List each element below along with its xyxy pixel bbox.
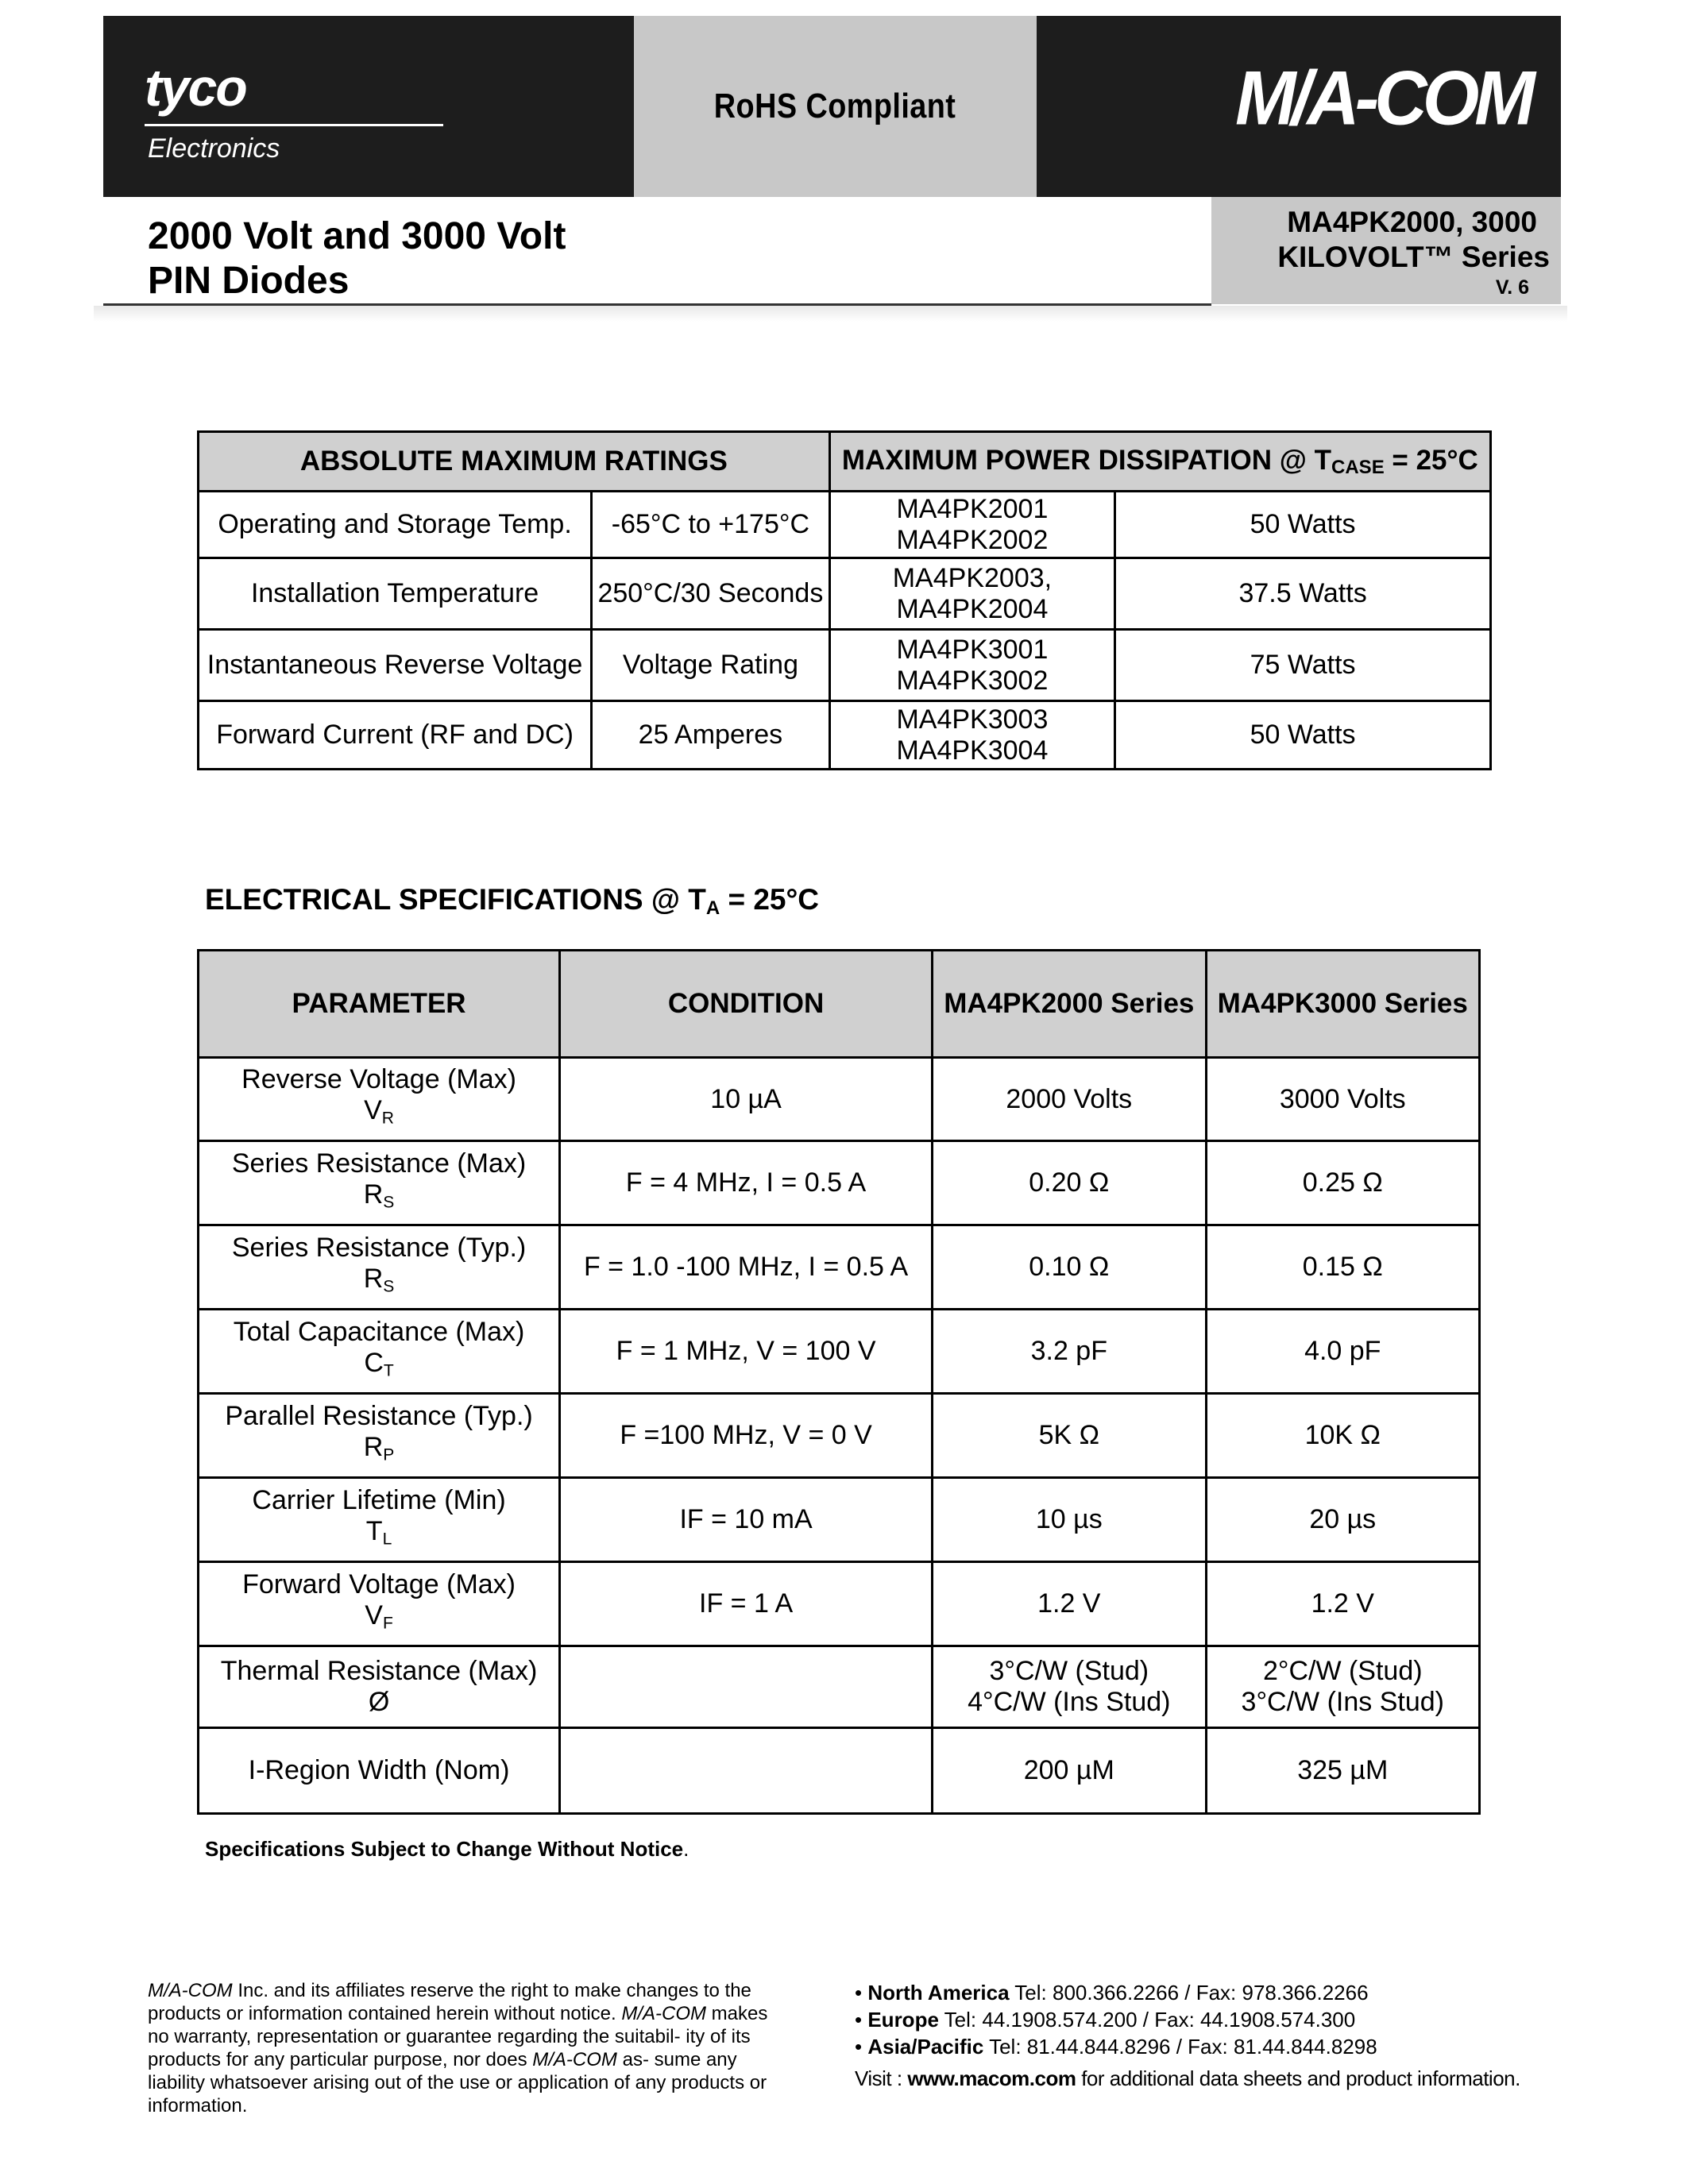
condition-cell: F = 1 MHz, V = 100 V <box>560 1310 933 1394</box>
parameter-cell: Thermal Resistance (Max) Ø <box>199 1646 560 1728</box>
value-3000-cell: 4.0 pF <box>1206 1310 1479 1394</box>
rating-value: 25 Amperes <box>592 701 830 770</box>
value-2000-cell: 2000 Volts <box>933 1058 1206 1141</box>
abs-max-heading: ABSOLUTE MAXIMUM RATINGS <box>199 432 830 492</box>
macom-logo-block <box>1037 16 1561 197</box>
rohs-label: RoHS Compliant <box>714 87 956 125</box>
value-2000-cell: 3°C/W (Stud) 4°C/W (Ins Stud) <box>933 1646 1206 1728</box>
power-dissipation-heading: MAXIMUM POWER DISSIPATION @ TCASE = 25°C <box>829 432 1490 492</box>
bullet-icon: • <box>855 1981 863 2005</box>
part-numbers-cell: MA4PK3001 MA4PK3002 <box>829 630 1115 701</box>
value-2000-cell: 3.2 pF <box>933 1310 1206 1394</box>
series-name: KILOVOLT™ Series <box>1277 241 1550 273</box>
value-3000-cell: 1.2 V <box>1206 1562 1479 1646</box>
brand-name: M/A-COM <box>532 2049 617 2070</box>
table-row <box>199 630 1491 701</box>
contact-europe: • Europe Tel: 44.1908.574.200 / Fax: 44.1908.574.300 <box>855 2008 1356 2032</box>
value-3000-cell: 0.25 Ω <box>1206 1141 1479 1225</box>
condition-cell: F = 4 MHz, I = 0.5 A <box>560 1141 933 1225</box>
condition-cell: F = 1.0 -100 MHz, I = 0.5 A <box>560 1225 933 1310</box>
rating-param: Installation Temperature <box>199 558 592 630</box>
rating-param: Forward Current (RF and DC) <box>199 701 592 770</box>
rohs-banner <box>634 16 1037 197</box>
contact-north-america: • North America Tel: 800.366.2266 / Fax: 978.366.2266 <box>855 1981 1369 2005</box>
table-header-row <box>199 432 1491 492</box>
parameter-cell: Series Resistance (Max) $R_S$ <box>199 1141 560 1225</box>
electrical-specs-table <box>197 949 1481 1815</box>
column-header-parameter: PARAMETER <box>199 951 560 1058</box>
parameter-cell: I-Region Width (Nom) <box>199 1728 560 1814</box>
version-label: V. 6 <box>1495 276 1529 299</box>
power-value: 50 Watts <box>1115 492 1491 558</box>
table-row <box>199 1394 1480 1478</box>
parameter-cell: Carrier Lifetime (Min) $T_L$ <box>199 1478 560 1562</box>
value-2000-cell: 1.2 V <box>933 1562 1206 1646</box>
part-number-tab <box>1211 197 1561 304</box>
condition-cell <box>560 1728 933 1814</box>
tyco-logo: tyco <box>145 58 246 117</box>
contact-asia-pacific: • Asia/Pacific Tel: 81.44.844.8296 / Fax: 81.44.844.8298 <box>855 2035 1377 2059</box>
condition-cell: F =100 MHz, V = 0 V <box>560 1394 933 1478</box>
part-numbers-cell: MA4PK2001 MA4PK2002 <box>829 492 1115 558</box>
table-row <box>199 1225 1480 1310</box>
parameter-cell: Reverse Voltage (Max) $V_R$ <box>199 1058 560 1141</box>
tyco-logo-rule <box>145 124 443 126</box>
value-2000-cell: 0.20 Ω <box>933 1141 1206 1225</box>
table-row <box>199 1728 1480 1814</box>
regional-contacts <box>855 1979 1377 2060</box>
part-numbers-cell: MA4PK3003 MA4PK3004 <box>829 701 1115 770</box>
value-3000-cell: 0.15 Ω <box>1206 1225 1479 1310</box>
rating-param: Instantaneous Reverse Voltage <box>199 630 592 701</box>
table-row <box>199 1141 1480 1225</box>
rating-value: -65°C to +175°C <box>592 492 830 558</box>
rating-value: 250°C/30 Seconds <box>592 558 830 630</box>
table-row <box>199 1478 1480 1562</box>
parameter-cell: Series Resistance (Typ.) $R_S$ <box>199 1225 560 1310</box>
table-row <box>199 558 1491 630</box>
bullet-icon: • <box>855 2035 863 2059</box>
table-row <box>199 492 1491 558</box>
value-2000-cell: 10 µs <box>933 1478 1206 1562</box>
table-row <box>199 1562 1480 1646</box>
column-header-2000-series: MA4PK2000 Series <box>933 951 1206 1058</box>
title-shadow <box>94 306 1567 322</box>
power-value: 75 Watts <box>1115 630 1491 701</box>
value-2000-cell: 5K Ω <box>933 1394 1206 1478</box>
table-row <box>199 701 1491 770</box>
electrical-specs-title: ELECTRICAL SPECIFICATIONS @ $T_A = 25^\circ C$ <box>205 883 820 919</box>
website-line: Visit : www.macom.com for additional data sheets and product information. <box>855 2066 1520 2090</box>
spec-change-notice: Specifications Subject to Change Without Notice. <box>205 1837 689 1861</box>
value-2000-cell: 0.10 Ω <box>933 1225 1206 1310</box>
value-3000-cell: 3000 Volts <box>1206 1058 1479 1141</box>
condition-cell: 10 µA <box>560 1058 933 1141</box>
parameter-cell: Forward Voltage (Max) $V_F$ <box>199 1562 560 1646</box>
table-row <box>199 1058 1480 1141</box>
brand-name: M/A-COM <box>621 2003 706 2024</box>
part-numbers: MA4PK2000, 3000 <box>1287 206 1537 238</box>
macom-logo: M/A-COM <box>1235 56 1531 141</box>
value-3000-cell: 325 µM <box>1206 1728 1479 1814</box>
table-row <box>199 1646 1480 1728</box>
condition-cell: IF = 10 mA <box>560 1478 933 1562</box>
parameter-cell: Parallel Resistance (Typ.) $R_P$ <box>199 1394 560 1478</box>
brand-name: M/A-COM <box>148 1980 233 2001</box>
power-value: 50 Watts <box>1115 701 1491 770</box>
parameter-cell: Total Capacitance (Max) $C_T$ <box>199 1310 560 1394</box>
condition-cell: IF = 1 A <box>560 1562 933 1646</box>
page-title-line-1: 2000 Volt and 3000 Volt <box>148 215 566 257</box>
table-row <box>199 1310 1480 1394</box>
part-numbers-cell: MA4PK2003, MA4PK2004 <box>829 558 1115 630</box>
value-3000-cell: 20 µs <box>1206 1478 1479 1562</box>
website-link[interactable]: www.macom.com <box>907 2066 1076 2090</box>
rating-param: Operating and Storage Temp. <box>199 492 592 558</box>
value-3000-cell: 10K Ω <box>1206 1394 1479 1478</box>
title-divider <box>103 303 1211 306</box>
value-3000-cell: 2°C/W (Stud) 3°C/W (Ins Stud) <box>1206 1646 1479 1728</box>
tyco-logo-block <box>103 16 634 197</box>
absolute-max-ratings-table <box>197 430 1492 770</box>
column-header-condition: CONDITION <box>560 951 933 1058</box>
page-title <box>148 214 566 303</box>
value-2000-cell: 200 µM <box>933 1728 1206 1814</box>
power-value: 37.5 Watts <box>1115 558 1491 630</box>
table-header-row <box>199 951 1480 1058</box>
condition-cell <box>560 1646 933 1728</box>
legal-disclaimer: M/A-COM Inc. and its affiliates reserve the right to make changes to the products or information contained herein without notice. M/A-COM makes no warranty, representation or guarantee regarding the suitabil- ity of its products for any particular purpose, nor does M/A-COM as- sume any liability whatsoever arising out of the use or application of any products or information. <box>148 1980 768 2116</box>
tyco-logo-subtitle: Electronics <box>148 133 280 164</box>
bullet-icon: • <box>855 2008 863 2032</box>
rating-value: Voltage Rating <box>592 630 830 701</box>
column-header-3000-series: MA4PK3000 Series <box>1206 951 1479 1058</box>
page-title-line-2: PIN Diodes <box>148 260 350 302</box>
